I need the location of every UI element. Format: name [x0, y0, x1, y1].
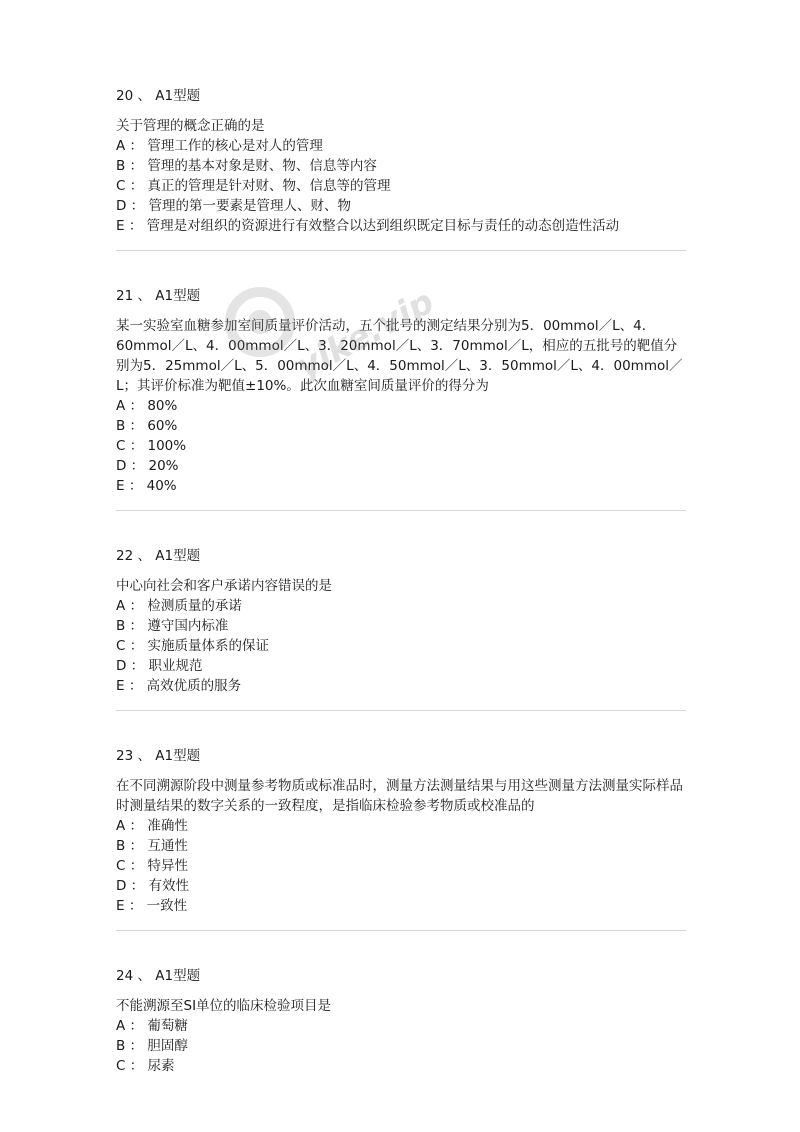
option-b[interactable]: B ： 胆固醇: [116, 1038, 188, 1054]
question-24: [116, 966, 686, 1076]
option-b[interactable]: B ： 60%: [116, 418, 178, 434]
option-b[interactable]: B ： 遵守国内标准: [116, 618, 229, 634]
question-stem: 在不同溯源阶段中测量参考物质或标准品时，测量方法测量结果与用这些测量方法测量实际样品时测量结果的数字关系的一致程度，是指临床检验参考物质或校准品的: [116, 778, 683, 814]
option-c[interactable]: C ： 100%: [116, 438, 187, 454]
question-header: 24 、 A1型题: [116, 968, 201, 984]
question-23: [116, 746, 686, 916]
question-20: [116, 86, 686, 236]
question-divider: [116, 710, 686, 711]
question-stem: 某一实验室血糖参加室间质量评价活动，五个批号的测定结果分别为5．00mmol／L、4．60mmol／L、4．00mmol／L、3．20mmol／L、3．70mmol／L，相应的五批号的靶值分别为5．25mmol／L、5．00mmol／L、4．50mmol／L、3．50mmol／L、4．00mmol／L；其评价标准为靶值±10%。此次血糖室间质量评价的得分为: [116, 318, 683, 394]
question-22: [116, 546, 686, 696]
option-e[interactable]: E ： 40%: [116, 478, 177, 494]
option-e[interactable]: E ： 一致性: [116, 898, 188, 914]
option-c[interactable]: C ： 尿素: [116, 1058, 175, 1074]
option-a[interactable]: A ： 准确性: [116, 818, 188, 834]
question-divider: [116, 510, 686, 511]
option-c[interactable]: C ： 实施质量体系的保证: [116, 638, 270, 654]
option-d[interactable]: D ： 20%: [116, 458, 179, 474]
question-divider: [116, 250, 686, 251]
option-e[interactable]: E ： 高效优质的服务: [116, 678, 242, 694]
option-d[interactable]: D ： 有效性: [116, 878, 189, 894]
question-header: 22 、 A1型题: [116, 548, 201, 564]
option-a[interactable]: A ： 80%: [116, 398, 178, 414]
watermark-text: yike.vip: [290, 281, 441, 388]
question-stem: 中心向社会和客户承诺内容错误的是: [116, 578, 332, 594]
option-b[interactable]: B ： 互通性: [116, 838, 188, 854]
option-a[interactable]: A ： 检测质量的承诺: [116, 598, 242, 614]
option-a[interactable]: A ： 管理工作的核心是对人的管理: [116, 138, 323, 154]
option-c[interactable]: C ： 特异性: [116, 858, 189, 874]
question-header: 20 、 A1型题: [116, 88, 201, 104]
question-stem: 关于管理的概念正确的是: [116, 118, 265, 134]
option-b[interactable]: B ： 管理的基本对象是财、物、信息等内容: [116, 158, 377, 174]
option-d[interactable]: D ： 管理的第一要素是管理人、财、物: [116, 198, 351, 214]
option-d[interactable]: D ： 职业规范: [116, 658, 203, 674]
question-header: 21 、 A1型题: [116, 288, 201, 304]
question-stem: 不能溯源至SI单位的临床检验项目是: [116, 998, 332, 1014]
option-c[interactable]: C ： 真正的管理是针对财、物、信息等的管理: [116, 178, 391, 194]
question-header: 23 、 A1型题: [116, 748, 201, 764]
option-e[interactable]: E ： 管理是对组织的资源进行有效整合以达到组织既定目标与责任的动态创造性活动: [116, 218, 620, 234]
question-21: [116, 286, 686, 496]
option-a[interactable]: A ： 葡萄糖: [116, 1018, 188, 1034]
question-divider: [116, 930, 686, 931]
